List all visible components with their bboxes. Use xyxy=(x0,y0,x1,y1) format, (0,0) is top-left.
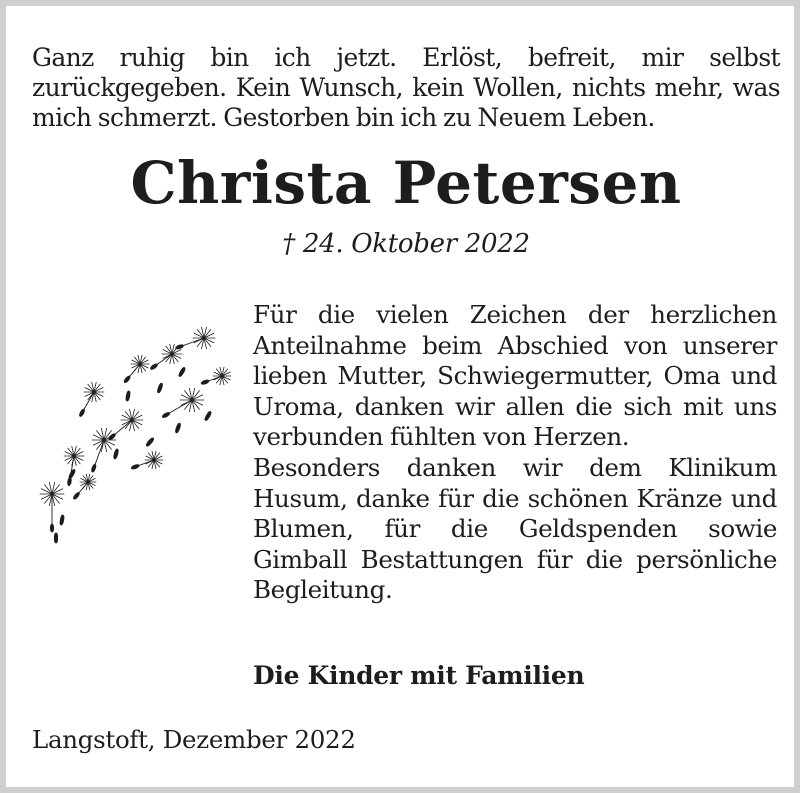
poem-quote: Ganz ruhig bin ich jetzt. Erlöst, befreit, mir selbst zurückgegeben. Kein Wunsch, kein Wollen, nichts mehr, was mich schmerzt. Gestorben bin ich zu Neuem Leben. xyxy=(32,43,780,132)
dandelion-seeds-icon xyxy=(32,324,242,549)
place-and-date: Langstoft, Dezember 2022 xyxy=(32,725,356,754)
death-date: † 24. Oktober 2022 xyxy=(282,229,530,259)
deceased-name: Christa Petersen xyxy=(130,149,682,217)
thanks-paragraph-1: Für die vielen Zeichen der herzlichen Anteilnahme beim Abschied von unserer lieben Mutter, Schwiegermutter, Oma und Uroma, danken wir allen die sich mit uns verbunden fühlten von Herzen. xyxy=(253,300,777,452)
signature: Die Kinder mit Familien xyxy=(253,661,585,690)
thanks-paragraph-2: Besonders danken wir dem Klinikum Husum, danke für die schönen Kränze und Blumen, für die Geldspenden sowie Gimball Bestattungen für die persönliche Begleitung. xyxy=(253,452,777,605)
thanks-text xyxy=(253,300,777,606)
